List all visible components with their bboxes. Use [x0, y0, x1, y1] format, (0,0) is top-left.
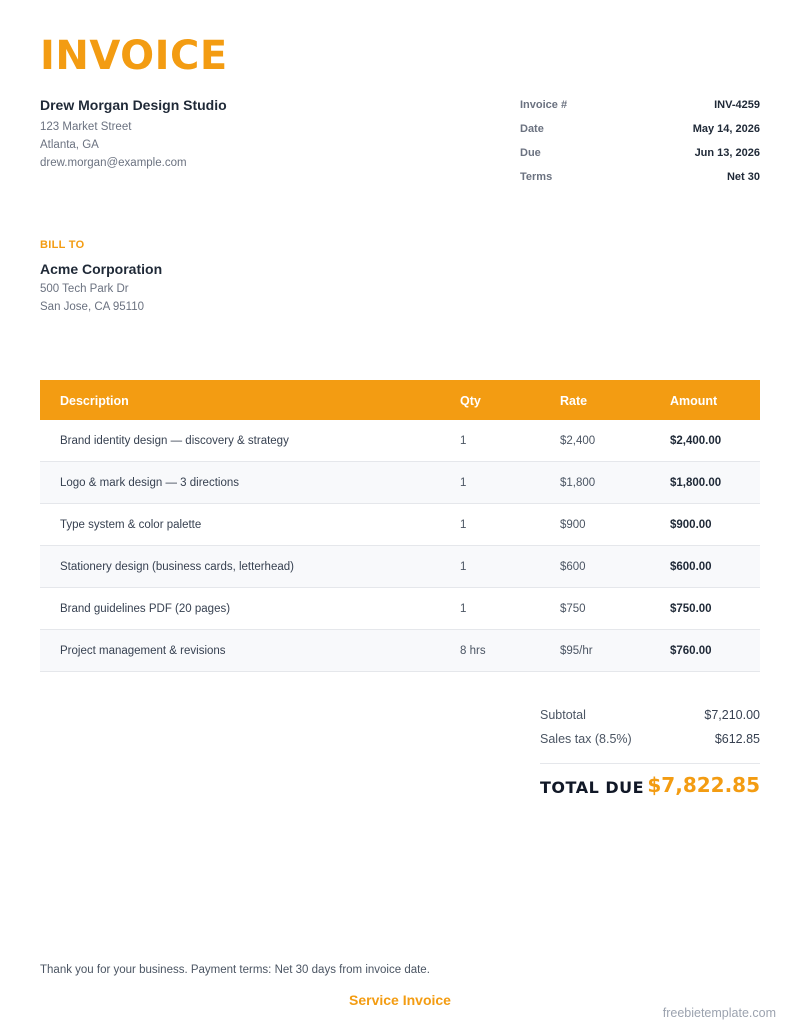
- seller-address-line2: Atlanta, GA: [40, 139, 99, 151]
- seller-address-line1: 123 Market Street: [40, 121, 132, 133]
- row-amount: $1,800.00: [670, 477, 722, 489]
- bill-to-label: BILL TO: [40, 239, 85, 251]
- invoice-title: INVOICE: [40, 33, 228, 79]
- meta-label: Due: [520, 147, 541, 159]
- row-qty: 1: [460, 435, 467, 447]
- table-row: [40, 462, 760, 504]
- meta-terms: [520, 171, 760, 189]
- totals-divider: [540, 763, 760, 764]
- table-row: [40, 420, 760, 462]
- client-address-line2: San Jose, CA 95110: [40, 301, 144, 313]
- table-row: [40, 546, 760, 588]
- header-description: Description: [60, 394, 129, 408]
- thank-you-note: Thank you for your business. Payment terms: Net 30 days from invoice date.: [40, 964, 430, 976]
- meta-value: Jun 13, 2026: [694, 147, 760, 159]
- meta-invoice-number: [520, 99, 760, 117]
- invoice-type-label: Service Invoice: [349, 992, 451, 1008]
- row-description: Type system & color palette: [60, 519, 202, 531]
- meta-due: [520, 147, 760, 165]
- tax-row: [540, 732, 760, 750]
- table-header: [40, 380, 760, 420]
- subtotal-label: Subtotal: [540, 708, 586, 722]
- meta-label: Terms: [520, 171, 553, 183]
- row-rate: $600: [560, 561, 586, 573]
- seller-email: drew.morgan@example.com: [40, 157, 187, 169]
- line-items-table: [40, 380, 760, 672]
- row-qty: 8 hrs: [460, 645, 486, 657]
- subtotal-row: [540, 708, 760, 726]
- header-amount: Amount: [670, 394, 718, 408]
- seller-name: Drew Morgan Design Studio: [40, 97, 227, 113]
- meta-value: INV-4259: [714, 99, 760, 111]
- row-amount: $750.00: [670, 603, 712, 615]
- header-rate: Rate: [560, 394, 588, 408]
- row-qty: 1: [460, 603, 467, 615]
- meta-label: Date: [520, 123, 544, 135]
- row-description: Stationery design (business cards, letterhead): [60, 561, 294, 573]
- subtotal-value: $7,210.00: [704, 708, 760, 722]
- table-row: [40, 504, 760, 546]
- row-qty: 1: [460, 519, 467, 531]
- table-row: [40, 588, 760, 630]
- row-rate: $750: [560, 603, 586, 615]
- header-qty: Qty: [460, 394, 481, 408]
- row-description: Logo & mark design — 3 directions: [60, 477, 239, 489]
- meta-value: May 14, 2026: [692, 123, 760, 135]
- row-description: Brand identity design — discovery & strategy: [60, 435, 289, 447]
- row-rate: $2,400: [560, 435, 596, 447]
- row-amount: $600.00: [670, 561, 712, 573]
- row-description: Brand guidelines PDF (20 pages): [60, 603, 231, 615]
- watermark: freebietemplate.com: [662, 1006, 776, 1020]
- row-qty: 1: [460, 561, 467, 573]
- meta-value: Net 30: [726, 171, 760, 183]
- meta-date: [520, 123, 760, 141]
- table-row: [40, 630, 760, 672]
- client-name: Acme Corporation: [40, 261, 163, 277]
- total-due-value: $7,822.85: [647, 773, 760, 797]
- tax-label: Sales tax (8.5%): [540, 732, 632, 746]
- meta-label: Invoice #: [520, 99, 568, 111]
- row-amount: $900.00: [670, 519, 712, 531]
- row-qty: 1: [460, 477, 467, 489]
- client-address-line1: 500 Tech Park Dr: [40, 283, 129, 295]
- row-rate: $1,800: [560, 477, 596, 489]
- row-rate: $900: [560, 519, 586, 531]
- tax-value: $612.85: [714, 732, 760, 746]
- row-amount: $2,400.00: [670, 435, 722, 447]
- total-due-label: TOTAL DUE: [540, 778, 645, 797]
- row-description: Project management & revisions: [60, 645, 226, 657]
- row-amount: $760.00: [670, 645, 712, 657]
- row-rate: $95/hr: [560, 645, 593, 657]
